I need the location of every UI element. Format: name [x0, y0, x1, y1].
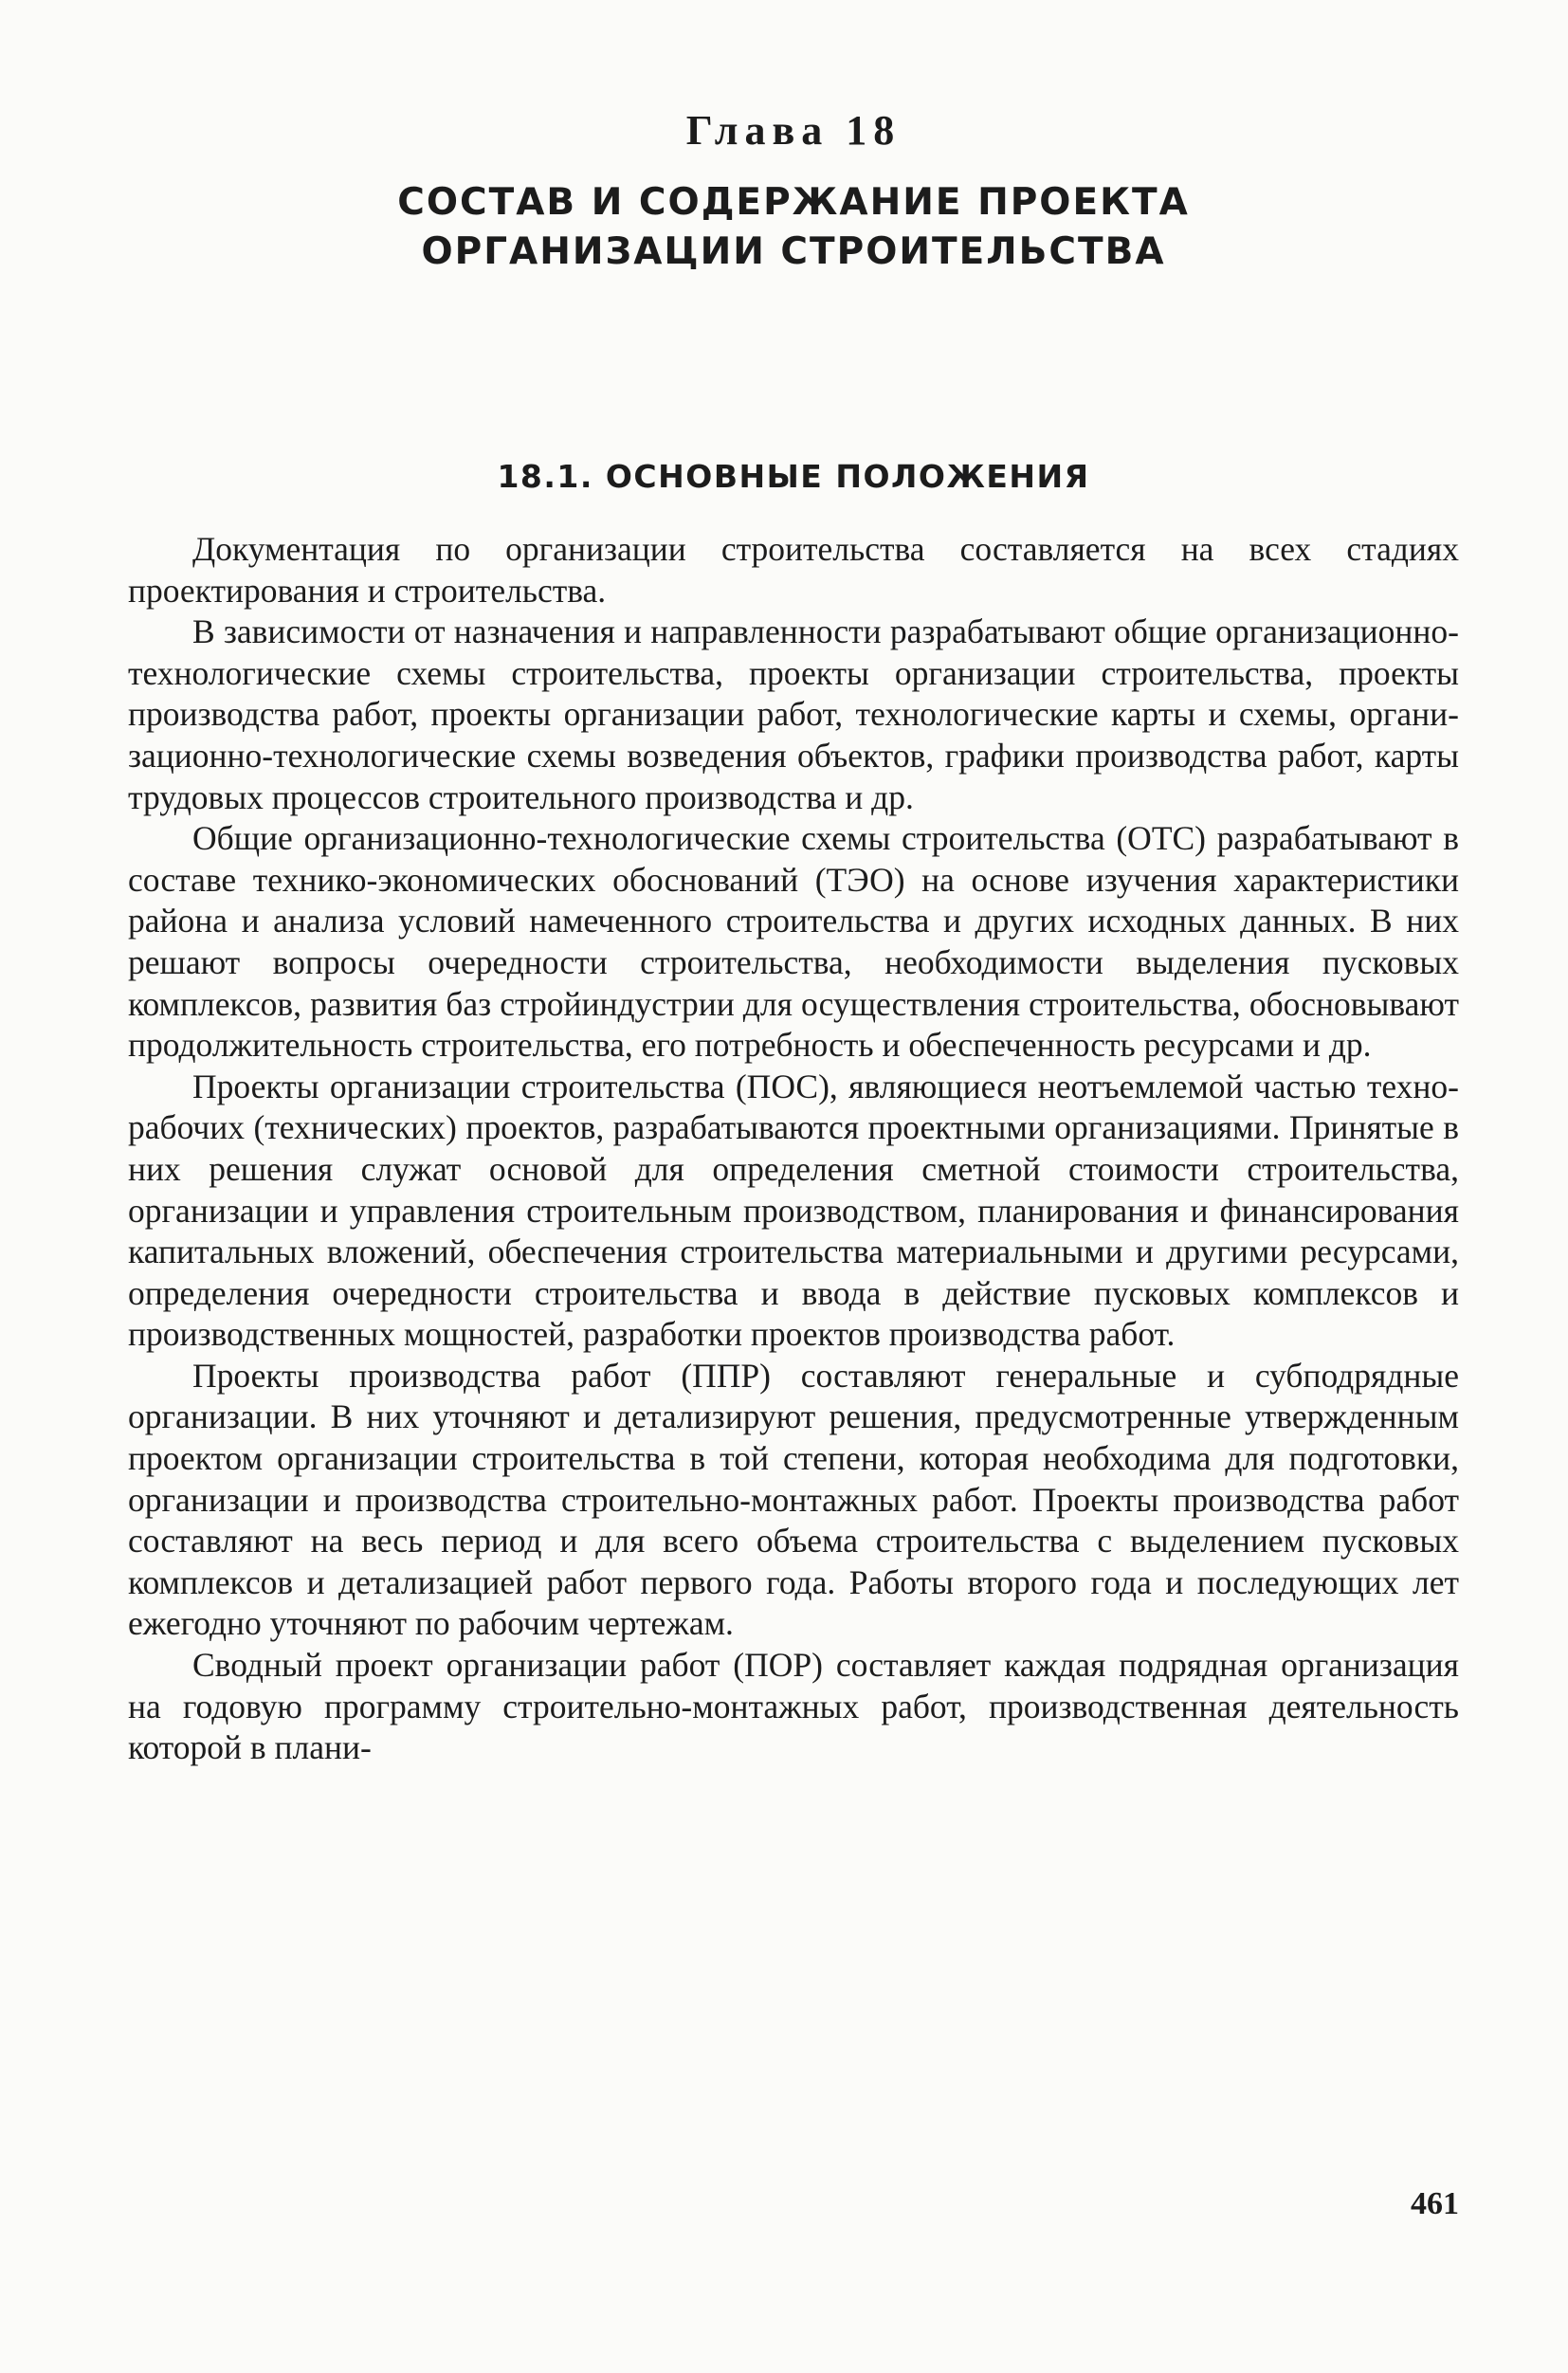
- chapter-title-line: СОСТАВ И СОДЕРЖАНИЕ ПРОЕКТА: [397, 181, 1190, 224]
- chapter-title-line: ОРГАНИЗАЦИИ СТРОИТЕЛЬСТВА: [421, 230, 1166, 273]
- page-number: 461: [1411, 2186, 1459, 2221]
- book-page: [128, 0, 1459, 2373]
- paragraph: Сводный проект организации работ (ПОР) составляет каждая подрядная организация на годовую программу строительно-монтажных работ, производственная деятельность которой в плани-: [128, 1646, 1459, 1767]
- chapter-label: Глава 18: [685, 107, 902, 154]
- body-text: [128, 529, 1459, 1769]
- paragraph: Общие организационно-технологические схемы строительства (ОТС) разрабатывают в составе технико-экономических обоснований (ТЭО) на основе изучения характеристики района и анализа условий намеченного строительства и других исходных данных. В них решают вопросы очередности строительства, необходимости выделения пусковых комплексов, развития баз стройиндустрии для осуществления строительства, обосновывают продолжительность строительства, его потребность и обеспеченность ресурсами и др.: [128, 819, 1459, 1065]
- paragraph: Проекты организации строительства (ПОС), являющиеся неотъемлемой частью техно-рабочих (технических) проектов, разрабатываются проектными организациями. Принятые в них решения служат основой для определения сметной стоимости строительства, организации и управления строительным производством, планирования и финансирования капитальных вложений, обеспечения строительства материальными и другими ресурсами, определения очередности строительства и ввода в действие пусковых комплексов и производственных мощностей, разработки проектов производства работ.: [128, 1067, 1459, 1354]
- chapter-title: [128, 178, 1459, 277]
- paragraph: В зависимости от назначения и направленности разрабатывают общие организационно-технологические схемы строительства, проекты организации строительства, проекты производства работ, проекты организации работ, технологические карты и схемы, организационно-технологические схемы возведения объектов, графики производства работ, карты трудовых процессов строительного производства и др.: [128, 612, 1459, 816]
- paragraph: Документация по организации строительства составляется на всех стадиях проектирования и строительства.: [128, 530, 1459, 610]
- paragraph: Проекты производства работ (ППР) составляют генеральные и субподрядные организации. В них уточняют и детализируют решения, предусмотренные утвержденным проектом организации строительства в той степени, которая необходима для подготовки, организации и производства строительно-монтажных работ. Проекты производства работ составляют на весь период и для всего объема строительства с выделением пусковых комплексов и детализацией работ первого года. Работы второго года и последующих лет ежегодно уточняют по рабочим чертежам.: [128, 1356, 1459, 1643]
- section-title: 18.1. ОСНОВНЫЕ ПОЛОЖЕНИЯ: [497, 458, 1090, 495]
